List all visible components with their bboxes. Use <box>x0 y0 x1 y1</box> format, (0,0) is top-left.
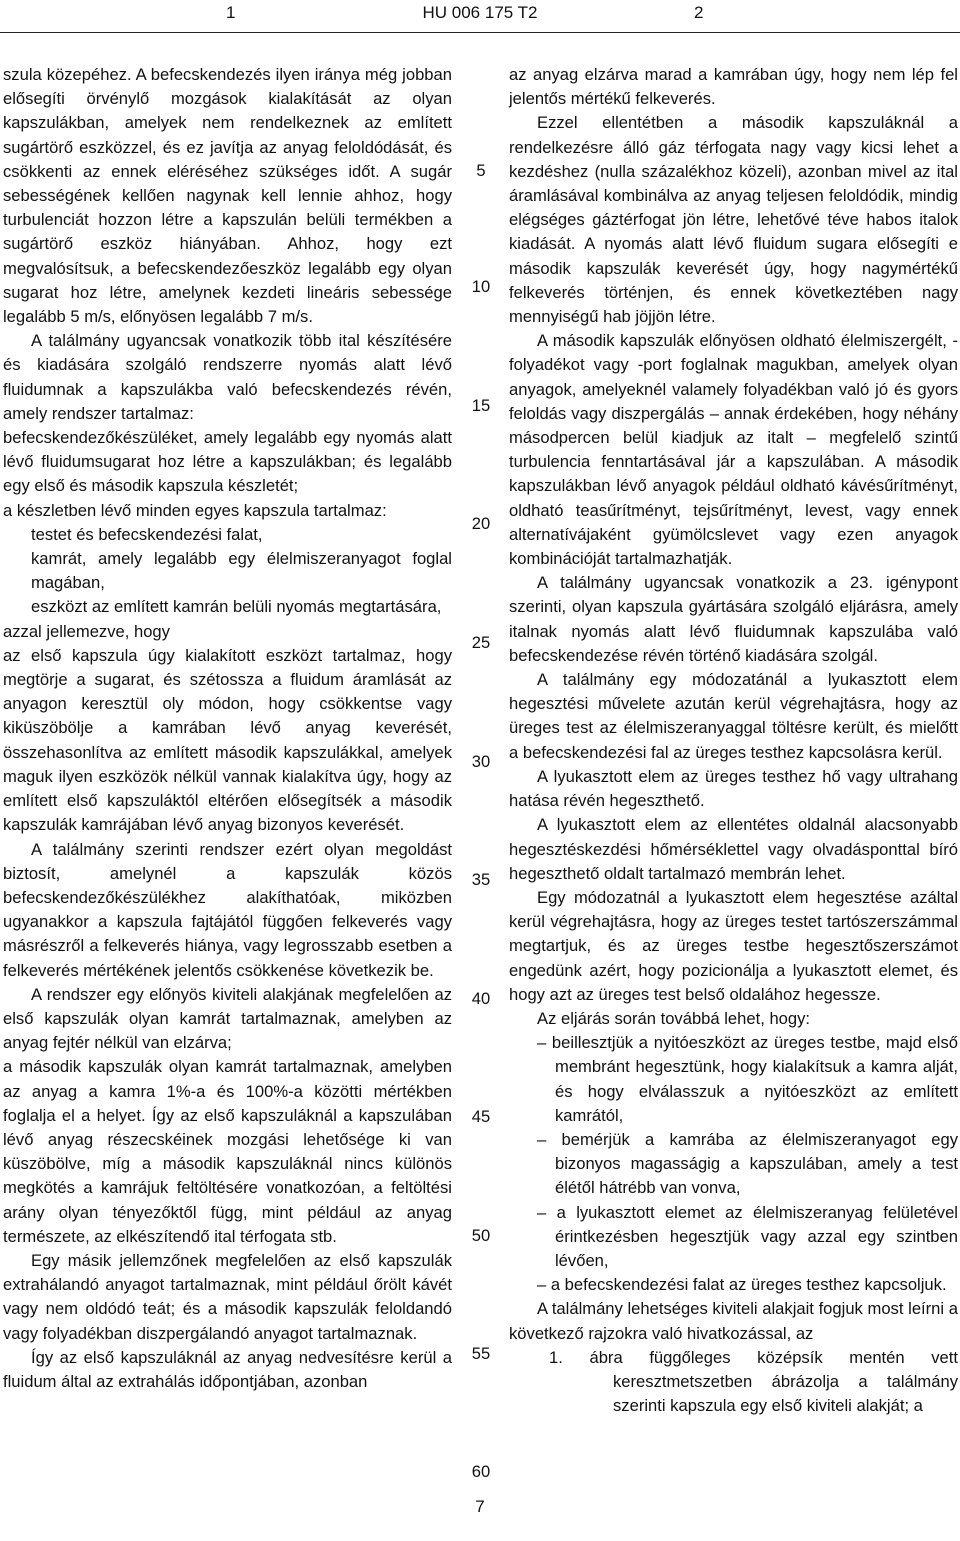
paragraph: Ezzel ellentétben a második kapszuláknál a rendelkezésre álló gáz térfogata nagy vagy kicsi lehet a kezdéshez (nulla százalékhoz közeli), azonban mivel az ital áramlásával kombinálva az anyag teljesen feloldódik, mindig elégséges gáztérfogat jön létre, lehetővé téve habos italok kiadását. A nyomás alatt lévő fluidum sugara elősegíti e második kapszulák keverését úgy, hogy nagymértékű felkeverés történjen, és ennek következtében nagy mennyiségű hab jöjjön létre. <box>509 113 958 327</box>
paragraph: A második kapszulák előnyösen oldható élelmiszergélt, -folyadékot vagy -port foglalnak magukban, amelyek olyan anyagok, amelyeknél valamely folyadékban való jó és gyors feloldás vagy diszpergálás – annak érdekében, hogy néhány másodpercen belül kiadjuk az italt – megfelelő szintű turbulencia fenntartásával jár a kapszulában. A második kapszulákban lévő anyagok például oldható kávésűrítményt, oldható teasűrítményt, tejsűrítményt, levest, vagy ennek alternatívájaként gyümölcslevet vagy ezen anyagok kombinációját tartalmazhatják. <box>509 331 958 569</box>
line-number: 35 <box>471 870 491 889</box>
paragraph: Egy másik jellemzőnek megfelelően az első kapszulák extrahálandó anyagot tartalmaznak, mint például őrölt kávét vagy nem oldódó teát; és a második kapszulák feloldandó vagy folyadékban diszpergálandó anyagot tartalmaznak. <box>3 1250 452 1343</box>
paragraph: A lyukasztott elem az ellentétes oldalnál alacsonyabb hegesztéskezdési hőmérséklettel vagy olvadásponttal bíró hegeszthető oldalt tartalmazó membrán lehet. <box>509 815 958 883</box>
line-number: 45 <box>471 1107 491 1126</box>
list-item: – a befecskendezési falat az üreges testhez kapcsoljuk. <box>537 1275 947 1295</box>
line-number: 60 <box>471 1462 491 1481</box>
paragraph: a készletben lévő minden egyes kapszula tartalmaz: <box>3 500 387 520</box>
line-number: 25 <box>471 633 491 652</box>
line-number: 30 <box>471 752 491 771</box>
paragraph: eszközt az említett kamrán belüli nyomás megtartására, <box>31 597 442 617</box>
paragraph: az első kapszula úgy kialakított eszközt tartalmaz, hogy megtörje a sugarat, és szétossza a fluidum áramlását az anyagon keresztül oly módon, hogy csökkentse vagy kiküszöbölje a kamrában lévő anyag keverését, összehasonlítva az említett második kapszulákkal, amelyek maguk ilyen eszközök nélkül vannak kialakítva úgy, hogy az említett első kapszuláktól eltérően elősegítsék a második kapszulák kamrájában lévő anyag bizonyos keverését. <box>3 645 452 835</box>
line-number: 15 <box>471 396 491 415</box>
paragraph: A lyukasztott elem az üreges testhez hő vagy ultrahang hatása révén hegeszthető. <box>509 766 958 811</box>
list-item: – beillesztjük a nyitóeszközt az üreges testbe, majd első membránt hegesztünk, hogy kialakítsuk a kamra alját, és hogy elválasszuk a nyitóeszközt az említett kamrától, <box>537 1033 958 1125</box>
left-column <box>3 63 452 1394</box>
header-document-id: HU 006 175 T2 <box>422 3 538 22</box>
list-item: – bemérjük a kamrába az élelmiszeranyagot egy bizonyos magasságig a kapszulában, amely a test élétől hátrébb van vonva, <box>537 1129 958 1198</box>
line-number: 20 <box>471 514 491 533</box>
paragraph: A rendszer egy előnyös kiviteli alakjának megfelelően az első kapszulák olyan kamrát tartalmaznak, amelyben az anyag fejtér nélkül van elzárva; <box>3 984 452 1053</box>
paragraph: befecskendezőkészüléket, amely legalább egy nyomás alatt lévő fluidumsugarat hoz létre a kapszulákban; és legalább egy első és második kapszula készletét; <box>3 428 452 496</box>
line-number: 40 <box>471 989 491 1008</box>
paragraph: testet és befecskendezési falat, <box>31 524 263 544</box>
paragraph: Így az első kapszuláknál az anyag nedvesítésre kerül a fluidum által az extrahálás időpontjában, azonban <box>3 1347 452 1391</box>
line-number: 10 <box>471 277 491 296</box>
paragraph: A találmány szerinti rendszer ezért olyan megoldást biztosít, amelynél a kapszulák közös befecskendezőkészülékhez alakíthatóak, miközben ugyanakkor a kapszula fajtájától függően felkeverés vagy másrészről a felkeverés hiánya, vagy legrosszabb esetben a felkeverés mértékének jelentős csökkenése következik be. <box>3 839 452 980</box>
paragraph: kamrát, amely legalább egy élelmiszeranyagot foglal magában, <box>31 549 452 593</box>
paragraph: Egy módozatnál a lyukasztott elem hegesztése azáltal kerül végrehajtásra, hogy az üreges testet tartószerszámmal megtartjuk, és az üreges testbe hegesztőszerszámot engedünk azért, hogy pozicionálja a lyukasztott elemet, és hogy azt az üreges test belső oldalához hegessze. <box>509 887 958 1004</box>
paragraph: A találmány ugyancsak vonatkozik a 23. igénypont szerinti, olyan kapszula gyártására szolgáló eljárásra, amely italnak nyomás alatt lévő fluidumnak kapszulába való befecskendezése révén történő kiadására szolgál. <box>509 573 958 665</box>
line-number: 5 <box>476 161 486 180</box>
right-column <box>509 63 958 1418</box>
header-rule <box>0 32 960 33</box>
paragraph: A találmány egy módozatánál a lyukasztott elem hegesztési művelete azután kerül végrehajtásra, hogy az üreges test az élelmiszeranyaggal töltésre került, és mielőtt a befecskendezési fal az üreges testhez kapcsolásra kerül. <box>509 670 958 762</box>
paragraph: az anyag elzárva marad a kamrában úgy, hogy nem lép fel jelentős mértékű felkeverés. <box>509 65 958 109</box>
paragraph: A találmány ugyancsak vonatkozik több ital készítésére és kiadására szolgáló rendszerre nyomás alatt lévő fluidumnak a kapszulákba való befecskendezés révén, amely rendszer tartalmaz: <box>3 331 452 423</box>
page-number: 7 <box>475 1497 485 1516</box>
paragraph: a második kapszulák olyan kamrát tartalmaznak, amelyben az anyag a kamra 1%-a és 100%-a közötti mértékben foglalja el a helyet. Így az első kapszuláknál a kapszulában lévő anyag részecskéinek mozgási lehetősége ki van küszöbölve, míg a második kapszuláknál nincs különös megkötés a kamrájuk feltöltésére vonatkozóan, a feltöltési arány olyan tényezőktől függ, mint például az anyag természete, az elkészítendő ital térfogata stb. <box>3 1057 452 1246</box>
list-item: – a lyukasztott elemet az élelmiszeranyag felületével érintkezésben hegesztjük vagy azzal egy szintben lévően, <box>537 1202 958 1270</box>
header-left-page-number: 1 <box>226 3 236 22</box>
paragraph: A találmány lehetséges kiviteli alakjait fogjuk most leírni a következő rajzokra való hivatkozással, az <box>509 1299 958 1343</box>
paragraph: azzal jellemezve, hogy <box>3 621 170 641</box>
paragraph: Az eljárás során továbbá lehet, hogy: <box>537 1008 811 1028</box>
header-right-page-number: 2 <box>694 3 704 22</box>
figure-description: 1. ábra függőleges középsík mentén vett keresztmetszetben ábrázolja a találmány szerinti kapszula egy első kiviteli alakját; a <box>549 1347 958 1416</box>
line-number: 50 <box>471 1226 491 1245</box>
line-number: 55 <box>471 1344 491 1363</box>
paragraph: szula közepéhez. A befecskendezés ilyen iránya még jobban elősegíti örvénylő mozgások kialakítását az olyan kapszulákban, amelyek nem rendelkeznek az említett sugártörő eszközzel, és ez javítja az anyag feloldódását, és csökkenti az ennek eléréséhez szükséges időt. A sugár sebességének kellően nagynak kell lennie ahhoz, hogy turbulenciát hozzon létre a kapszulán belüli termékben a sugártörő eszköz hiányában. Ahhoz, hogy ezt megvalósítsuk, a befecskendezőeszköz legalább egy olyan sugarat hoz létre, amelynek kezdeti lineáris sebessége legalább 5 m/s, előnyösen legalább 7 m/s. <box>3 65 452 327</box>
